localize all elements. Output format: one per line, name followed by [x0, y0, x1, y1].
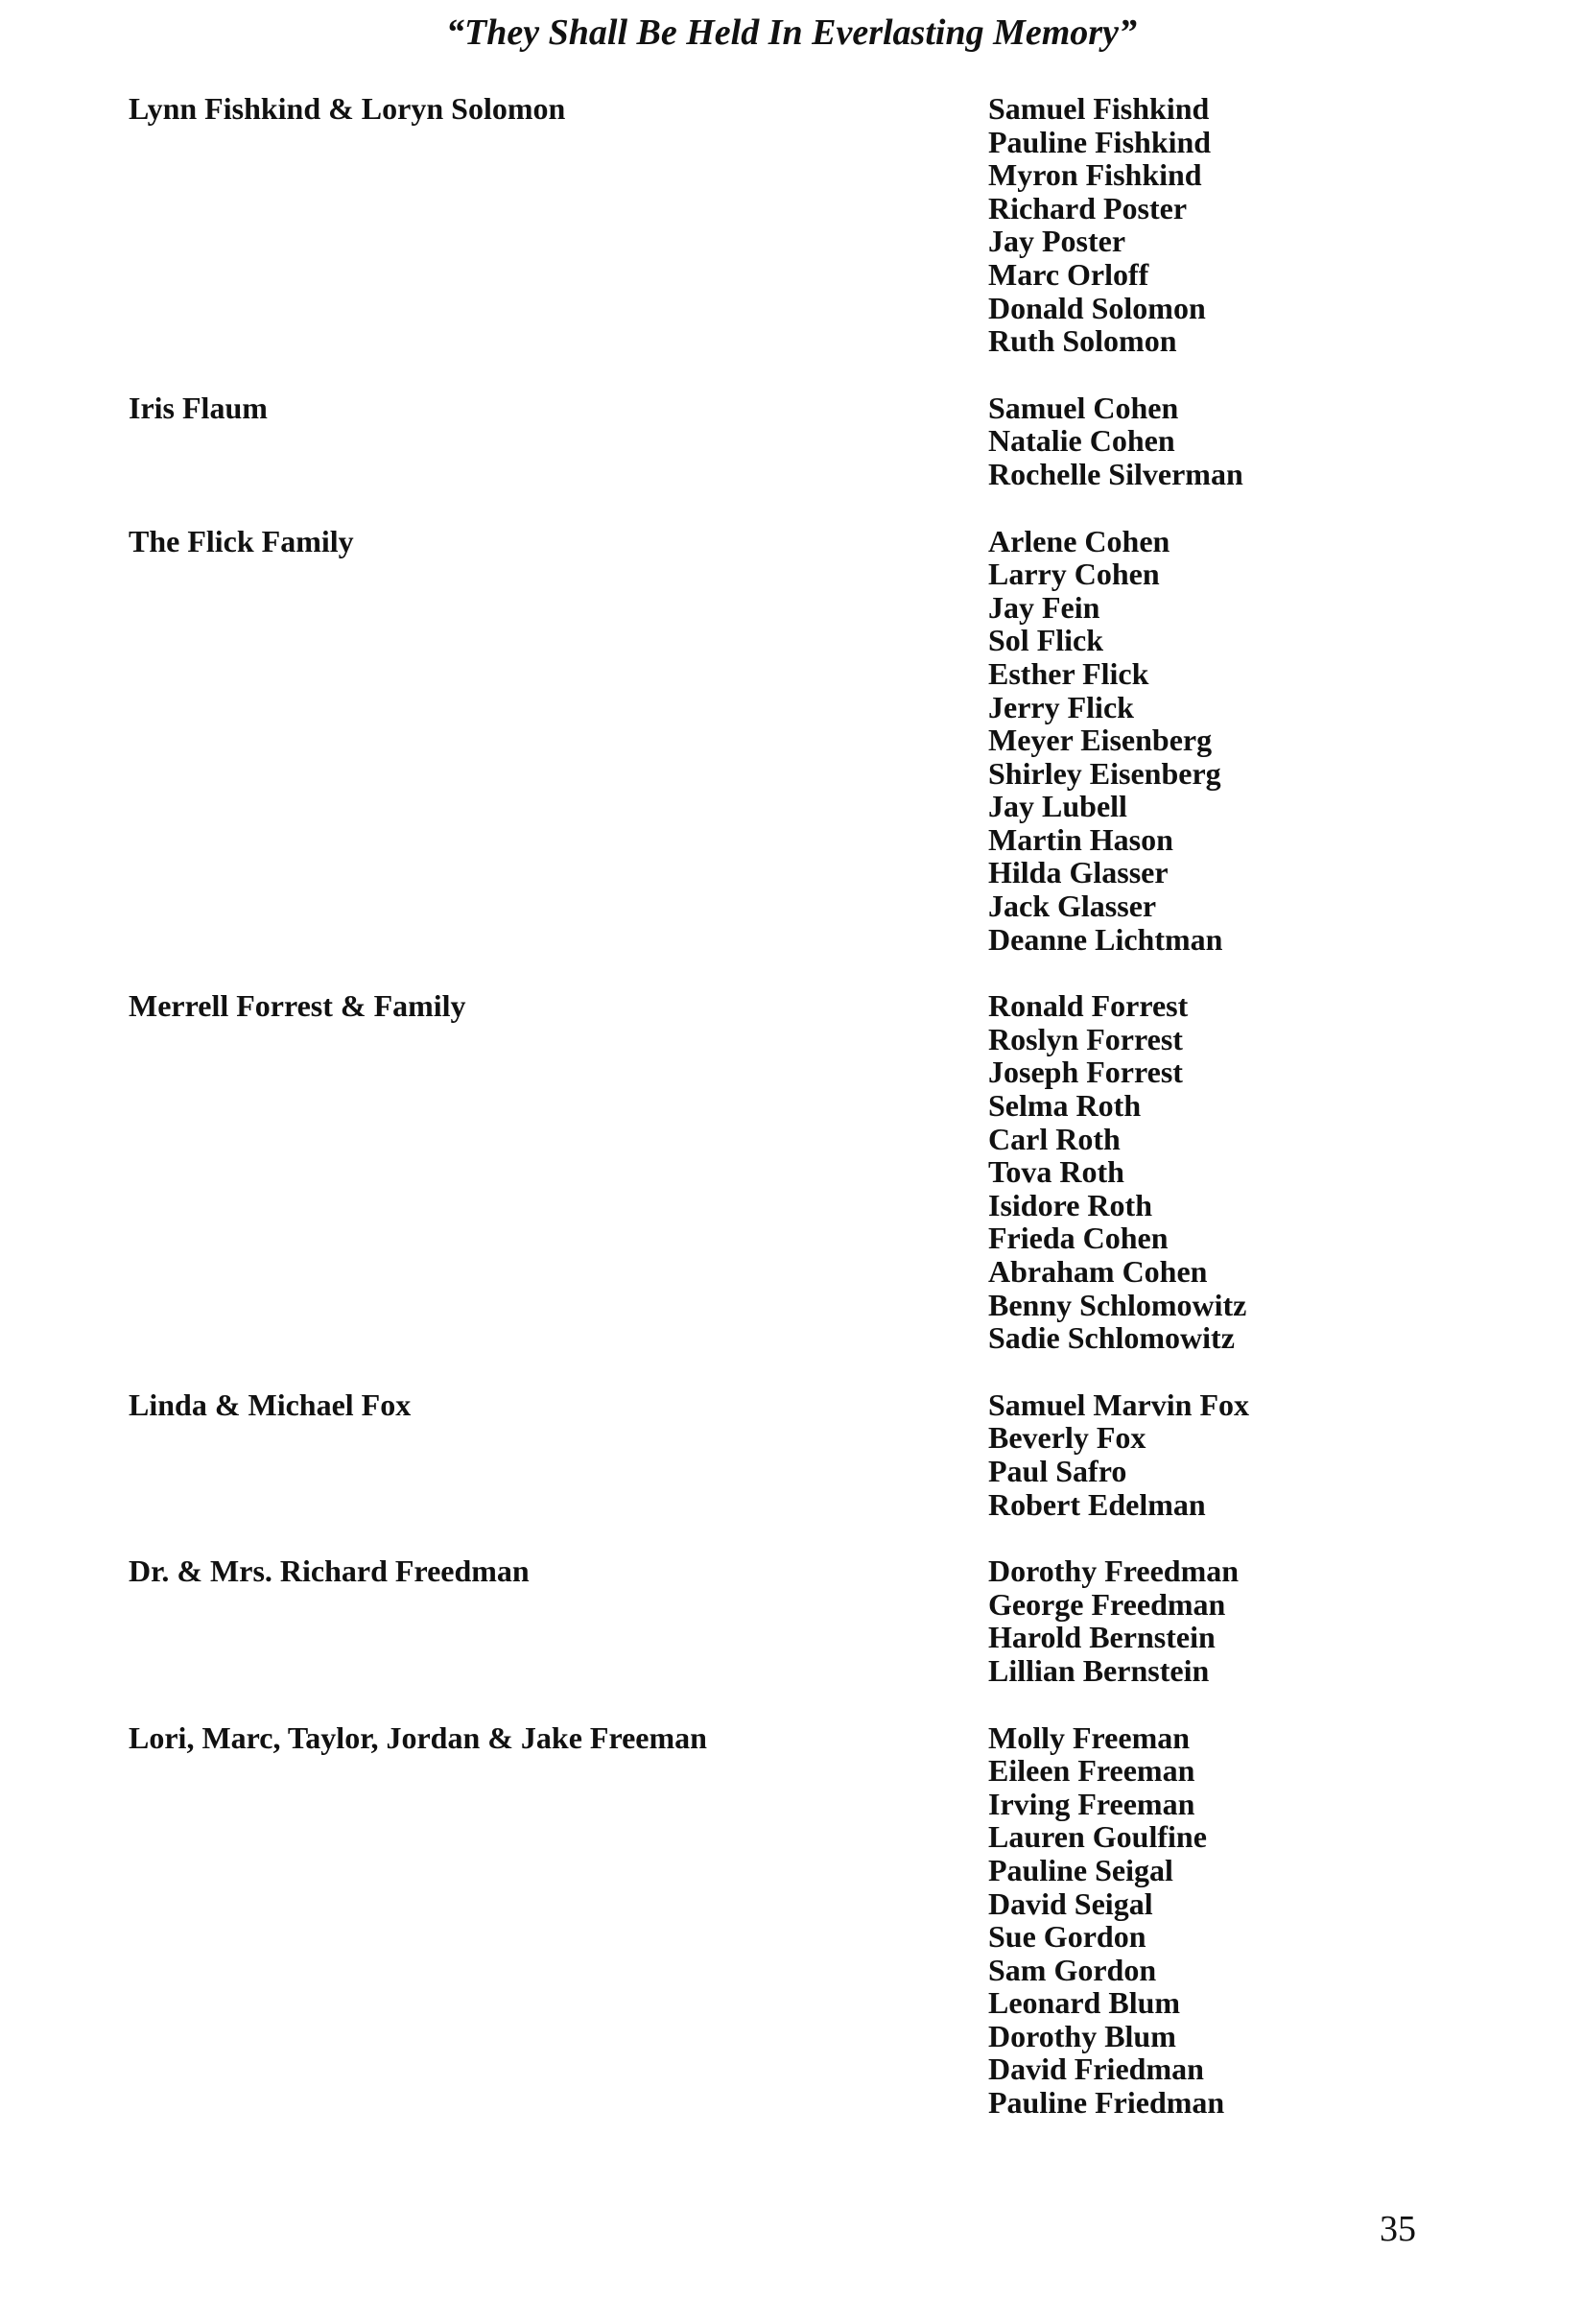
honoree-name: Eileen Freeman	[988, 1753, 1195, 1789]
donor-name: Dr. & Mrs. Richard Freedman	[129, 1553, 530, 1589]
honoree-name: Sam Gordon	[988, 1952, 1157, 1987]
honoree-name: George Freedman	[988, 1586, 1226, 1622]
honoree-name: Ruth Solomon	[988, 323, 1177, 359]
honoree-list	[988, 1388, 1453, 1521]
honoree-name: Sue Gordon	[988, 1919, 1146, 1955]
honoree-name: Arlene Cohen	[988, 523, 1170, 558]
honoree-name: Natalie Cohen	[988, 423, 1175, 459]
honoree-name: Benny Schlomowitz	[988, 1287, 1247, 1322]
honoree-name: Joseph Forrest	[988, 1055, 1183, 1090]
honoree-list	[988, 92, 1453, 358]
honoree-name: Samuel Cohen	[988, 390, 1179, 425]
honoree-name: David Friedman	[988, 2051, 1204, 2087]
honoree-name: Jack Glasser	[988, 889, 1157, 924]
donor-name: Lori, Marc, Taylor, Jordan & Jake Freeman	[129, 1719, 707, 1755]
honoree-name: Marc Orloff	[988, 256, 1149, 292]
honoree-name: Shirley Eisenberg	[988, 755, 1221, 791]
donor-name: The Flick Family	[129, 523, 354, 558]
honoree-list	[988, 989, 1453, 1355]
honoree-name: Beverly Fox	[988, 1420, 1146, 1456]
page-number: 35	[1380, 2209, 1416, 2249]
honoree-name: Larry Cohen	[988, 557, 1160, 592]
honoree-name: Frieda Cohen	[988, 1221, 1169, 1256]
page-title: “They Shall Be Held In Everlasting Memory”	[446, 12, 1137, 53]
donor-name: Lynn Fishkind & Loryn Solomon	[129, 91, 566, 126]
honoree-name: Pauline Seigal	[988, 1852, 1173, 1887]
memorial-entry	[129, 391, 1453, 491]
honoree-name: Paul Safro	[988, 1453, 1127, 1488]
memorial-entry	[129, 1721, 1453, 2120]
memorial-entry	[129, 1554, 1453, 1687]
honoree-name: Isidore Roth	[988, 1187, 1152, 1222]
honoree-list	[988, 1554, 1453, 1687]
memorial-entry	[129, 1388, 1453, 1521]
honoree-name: Abraham Cohen	[988, 1254, 1208, 1289]
memorial-entry	[129, 92, 1453, 358]
honoree-list	[988, 1721, 1453, 2120]
honoree-name: Hilda Glasser	[988, 855, 1169, 890]
honoree-name: Martin Hason	[988, 821, 1173, 857]
honoree-name: Esther Flick	[988, 655, 1149, 691]
honoree-name: Pauline Fishkind	[988, 124, 1212, 159]
honoree-name: Ronald Forrest	[988, 988, 1189, 1024]
honoree-name: Tova Roth	[988, 1154, 1124, 1190]
honoree-list	[988, 391, 1453, 491]
honoree-name: Rochelle Silverman	[988, 456, 1243, 491]
honoree-name: Deanne Lichtman	[988, 921, 1223, 957]
honoree-name: Irving Freeman	[988, 1786, 1195, 1821]
honoree-name: Roslyn Forrest	[988, 1021, 1183, 1056]
honoree-name: Pauline Friedman	[988, 2085, 1225, 2121]
honoree-name: Jay Lubell	[988, 789, 1127, 824]
honoree-list	[988, 525, 1453, 957]
honoree-name: Harold Bernstein	[988, 1620, 1216, 1655]
honoree-name: Samuel Fishkind	[988, 91, 1210, 126]
honoree-name: Jay Fein	[988, 589, 1100, 625]
honoree-name: Lauren Goulfine	[988, 1819, 1207, 1855]
honoree-name: Lillian Bernstein	[988, 1652, 1210, 1688]
honoree-name: Jay Poster	[988, 224, 1126, 259]
memorial-entry	[129, 989, 1453, 1355]
honoree-name: Sol Flick	[988, 623, 1104, 658]
donor-name: Linda & Michael Fox	[129, 1387, 412, 1422]
honoree-name: Samuel Marvin Fox	[988, 1387, 1249, 1422]
honoree-name: Carl Roth	[988, 1121, 1121, 1156]
honoree-name: Myron Fishkind	[988, 157, 1202, 193]
honoree-name: Selma Roth	[988, 1088, 1142, 1124]
honoree-name: Leonard Blum	[988, 1985, 1181, 2021]
honoree-name: Robert Edelman	[988, 1486, 1206, 1522]
memorial-list	[129, 92, 1453, 2153]
honoree-name: Richard Poster	[988, 190, 1188, 225]
honoree-name: Sadie Schlomowitz	[988, 1320, 1235, 1356]
honoree-name: Dorothy Blum	[988, 2018, 1176, 2053]
memorial-entry	[129, 525, 1453, 957]
honoree-name: David Seigal	[988, 1885, 1153, 1921]
honoree-name: Donald Solomon	[988, 290, 1206, 325]
donor-name: Iris Flaum	[129, 390, 268, 425]
honoree-name: Molly Freeman	[988, 1719, 1191, 1755]
donor-name: Merrell Forrest & Family	[129, 988, 466, 1024]
honoree-name: Dorothy Freedman	[988, 1553, 1240, 1589]
honoree-name: Meyer Eisenberg	[988, 723, 1213, 758]
honoree-name: Jerry Flick	[988, 689, 1134, 724]
